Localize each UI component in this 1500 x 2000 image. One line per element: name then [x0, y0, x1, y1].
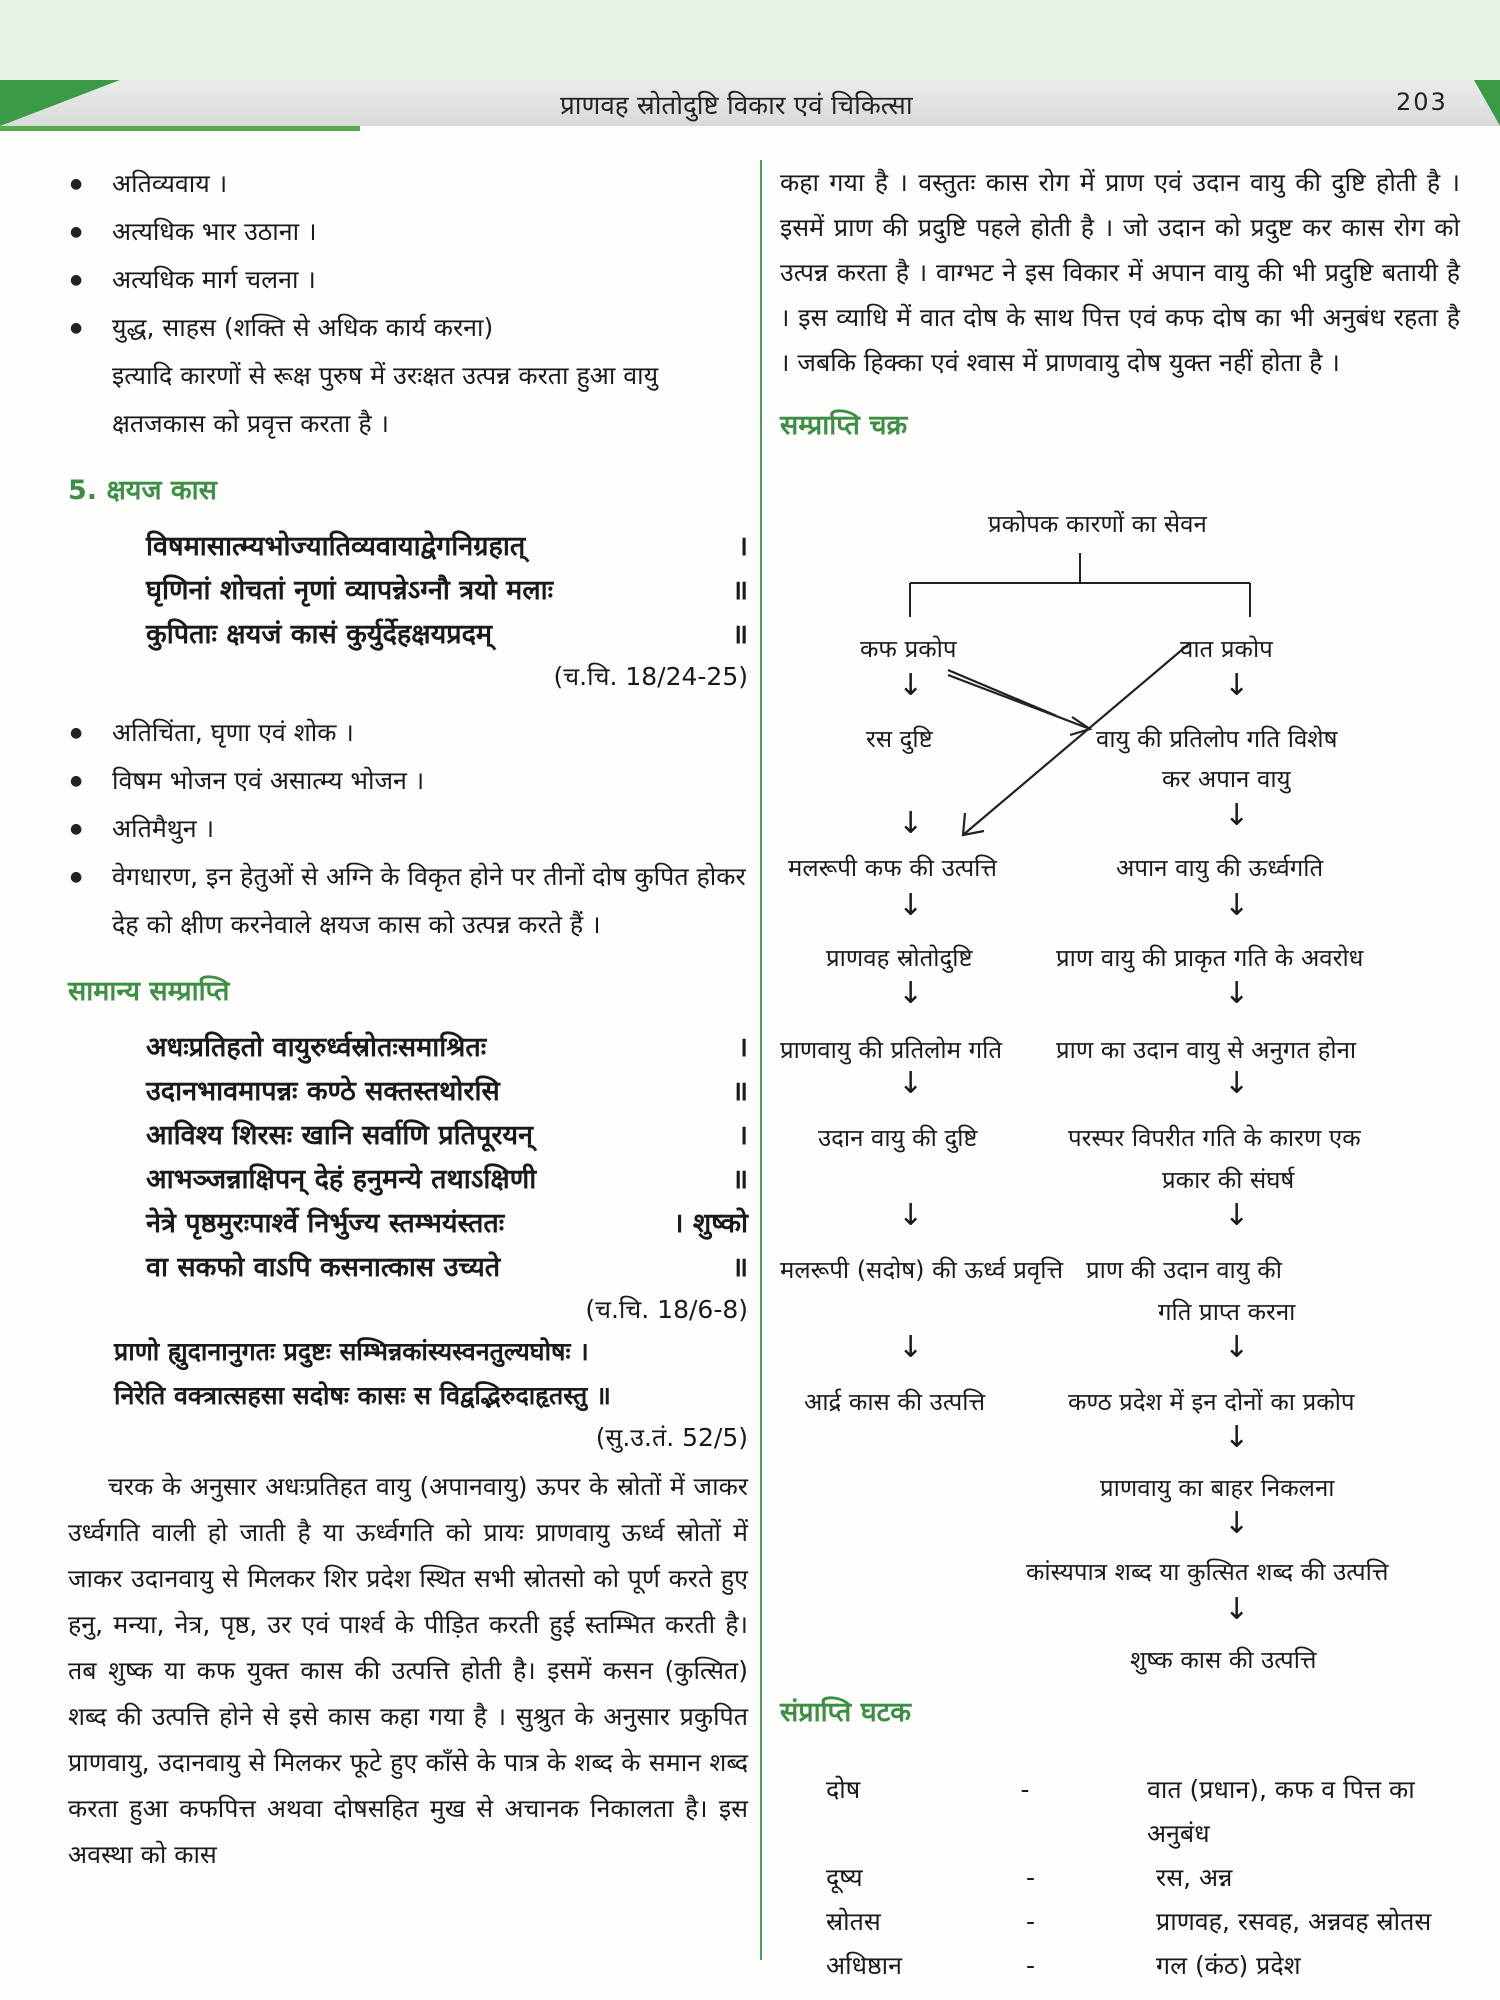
- arrow-down: ↓: [1224, 1506, 1250, 1541]
- section-heading-ghatak: संप्राप्ति घटक: [780, 1697, 912, 1728]
- table-row: दूष्य - रस, अन्न: [826, 1863, 1233, 1892]
- list-item: ● अत्यधिक मार्ग चलना ।: [68, 256, 748, 304]
- node-left: रस दुष्टि: [866, 725, 933, 753]
- node-right: कण्ठ प्रदेश में इन दोनों का प्रकोप: [1068, 1388, 1355, 1416]
- header-right-arrow: [1474, 80, 1500, 126]
- node-right: प्राण का उदान वायु से अनुगत होना: [1056, 1036, 1357, 1064]
- verse-line: आविश्य शिरसः खानि सर्वाणि प्रतिपूरयन् ।: [146, 1120, 748, 1151]
- table-row: अधिष्ठान - गल (कंठ) प्रदेश: [826, 1951, 1301, 1980]
- verse-reference: (सु.उ.तं. 52/5): [595, 1423, 748, 1452]
- arrow-down: ↓: [898, 806, 924, 841]
- node-right: वायु की प्रतिलोप गति विशेष: [1096, 725, 1338, 753]
- node-top: प्रकोपक कारणों का सेवन: [988, 510, 1207, 538]
- right-paragraph: कहा गया है । वस्तुतः कास रोग में प्राण एवं उदान वायु की दुष्टि होती है । इसमें प्राण की प्रदुष्टि पहले होती है । जो उदान को प्रदुष्ट कर कास रोग को उत्पन्न करता है । वाग्भट ने इस विकार में अपान वायु की भी प्रदुष्टि बतायी है । इस व्याधि में वात दोष के साथ पित्त एवं कफ दोष का भी अनुबंध रहता है । जबकि हिक्का एवं श्वास में प्राणवायु दोष युक्त नहीं होता है ।: [780, 168, 1460, 377]
- running-title: प्राणवह स्रोतोदुष्टि विकार एवं चिकित्सा: [560, 91, 913, 121]
- header-green-rule: [0, 126, 360, 131]
- left-column: [68, 160, 748, 1878]
- arrow-down: ↓: [898, 1330, 924, 1365]
- list-item: ● युद्ध, साहस (शक्ति से अधिक कार्य करना): [68, 304, 748, 352]
- verse-line: नेत्रे पृष्ठमुरःपार्श्वे निर्भुज्य स्तम्भयंस्ततः । शुष्को: [146, 1208, 748, 1239]
- verse-line: निरेति वक्त्रात्सहसा सदोषः कासः स विद्वद्भिरुदाहृतस्तु ॥: [114, 1381, 611, 1410]
- verse-line: आभञ्जन्नाक्षिपन् देहं हनुमन्ये तथाऽक्षिणी ॥: [146, 1164, 748, 1195]
- verse-line: अधःप्रतिहतो वायुरुर्ध्वस्रोतःसमाश्रितः ।: [146, 1032, 748, 1063]
- cause-list-2: [68, 709, 748, 949]
- verse-reference: (च.चि. 18/24-25): [553, 662, 748, 691]
- node-left: मलरूपी कफ की उत्पत्ति: [788, 854, 997, 882]
- verse-line: घृणिनां शोचतां नृणां व्यापन्नेऽग्नौ त्रयो मलाः ॥: [146, 575, 748, 606]
- arrow-down: ↓: [898, 1198, 924, 1233]
- table-row: दोष - वात (प्रधान), कफ व पित्त का अनुबंध: [826, 1775, 1415, 1848]
- node-right: कर अपान वायु: [1162, 765, 1291, 793]
- node-right: अपान वायु की ऊर्ध्वगति: [1116, 854, 1324, 882]
- node-left: मलरूपी (सदोष) की ऊर्ध्व प्रवृत्ति: [780, 1256, 1064, 1284]
- samprapti-chakra-diagram: [780, 495, 1480, 1675]
- table-row: स्रोतस - प्राणवह, रसवह, अन्नवह स्रोतस: [826, 1907, 1432, 1936]
- list-item: ● वेगधारण, इन हेतुओं से अग्नि के विकृत होने पर तीनों दोष कुपित होकर देह को क्षीण करनेवाले क्षयज कास को उत्पन्न करते हैं ।: [68, 853, 748, 949]
- diagram-cross-arrows: [780, 495, 1480, 895]
- arrow-down: ↓: [1224, 1592, 1250, 1627]
- node-right: वात प्रकोप: [1180, 635, 1273, 663]
- arrow-down: ↓: [1224, 1198, 1250, 1233]
- verse-line: विषमासात्म्यभोज्यातिव्यवायाद्वेगनिग्रहात् ।: [146, 531, 748, 562]
- list-item: ● अत्यधिक भार उठाना ।: [68, 208, 748, 256]
- arrow-down: ↓: [1224, 888, 1250, 923]
- node-right: प्राण वायु की प्राकृत गति के अवरोध: [1056, 944, 1364, 972]
- verse-reference: (च.चि. 18/6-8): [585, 1295, 748, 1324]
- node-right: परस्पर विपरीत गति के कारण एक: [1068, 1124, 1361, 1152]
- node-left: आर्द्र कास की उत्पत्ति: [804, 1388, 986, 1416]
- section-heading-chakra: सम्प्राप्ति चक्र: [780, 410, 908, 441]
- node-right: शुष्क कास की उत्पत्ति: [1130, 1646, 1317, 1674]
- arrow-down: ↓: [898, 976, 924, 1011]
- cause-list-1: [68, 160, 748, 352]
- left-paragraph: चरक के अनुसार अधःप्रतिहत वायु (अपानवायु) ऊपर के स्रोतों में जाकर उर्ध्वगति वाली हो जाती है या ऊर्ध्वगति को प्रायः प्राणवायु ऊर्ध्व स्रोतों में जाकर उदानवायु से मिलकर शिर प्रदेश स्थित सभी स्रोतसो को पूर्ण करते हुए हनु, मन्या, नेत्र, पृष्ठ, उर एवं पार्श्व के पीड़ित करती हुई स्तम्भित करती है। तब शुष्क या कफ युक्त कास की उत्पत्ति होती है। इसमें कसन (कुत्सित) शब्द की उत्पत्ति होने से इसे कास कहा गया है । सुश्रुत के अनुसार प्रकुपित प्राणवायु, उदानवायु से मिलकर फूटे हुए काँसे के पात्र के शब्द के समान शब्द करता हुआ कफपित्त अथवा दोषसहित मुख से अचानक निकालता है। इस अवस्था को कास: [68, 1472, 748, 1869]
- verse-samprapti: [68, 1026, 748, 1290]
- list-item: ● अतिचिंता, घृणा एवं शोक ।: [68, 709, 748, 757]
- verse-line: उदानभावमापन्नः कण्ठे सक्तस्तथोरसि ॥: [146, 1076, 748, 1107]
- node-left: कफ प्रकोप: [860, 635, 957, 663]
- verse-line: कुपिताः क्षयजं कासं कुर्युर्देहक्षयप्रदम् ॥: [146, 619, 748, 650]
- arrow-down: ↓: [1224, 1420, 1250, 1455]
- arrow-down: ↓: [1224, 1330, 1250, 1365]
- node-right: प्रकार की संघर्ष: [1162, 1166, 1295, 1194]
- arrow-down: ↓: [1224, 1066, 1250, 1101]
- verse-kshayaj: [68, 525, 748, 657]
- page-number: 203: [1396, 88, 1448, 116]
- cause-note: इत्यादि कारणों से रूक्ष पुरुष में उरःक्षत उत्पन्न करता हुआ वायु क्षतजकास को प्रवृत्त करता है ।: [112, 361, 659, 438]
- arrow-down: ↓: [898, 888, 924, 923]
- node-left: प्राणवह स्रोतोदुष्टि: [826, 944, 973, 972]
- node-right: प्राणवायु का बाहर निकलना: [1100, 1474, 1335, 1502]
- arrow-down: ↓: [1224, 798, 1250, 833]
- arrow-down: ↓: [898, 668, 924, 703]
- section-heading-kshayaj: 5. क्षयज कास: [68, 475, 217, 506]
- section-heading-samprapti: सामान्य सम्प्राप्ति: [68, 976, 230, 1007]
- arrow-down: ↓: [898, 1066, 924, 1101]
- right-column: [780, 160, 1460, 460]
- list-item: ● विषम भोजन एवं असात्म्य भोजन ।: [68, 757, 748, 805]
- verse-sushruta: [68, 1330, 748, 1418]
- verse-line: वा सकफो वाऽपि कसनात्कास उच्यते ॥: [146, 1252, 748, 1283]
- ghatak-table: [826, 1768, 1476, 1988]
- node-right: प्राण की उदान वायु की: [1086, 1256, 1282, 1284]
- arrow-down: ↓: [1224, 668, 1250, 703]
- node-left: प्राणवायु की प्रतिलोम गति: [780, 1036, 1003, 1064]
- list-item: ● अतिव्यवाय ।: [68, 160, 748, 208]
- column-divider: [760, 160, 762, 1960]
- verse-line: प्राणो ह्युदानानुगतः प्रदुष्टः सम्भिन्नकांस्यस्वनतुल्यघोषः ।: [114, 1337, 589, 1366]
- node-left: उदान वायु की दुष्टि: [818, 1124, 978, 1152]
- node-right: कांस्यपात्र शब्द या कुत्सित शब्द की उत्पत्ति: [1026, 1558, 1389, 1586]
- arrow-down: ↓: [1224, 976, 1250, 1011]
- node-right: गति प्राप्त करना: [1158, 1298, 1296, 1326]
- header-green-corner: [0, 80, 120, 126]
- list-item: ● अतिमैथुन ।: [68, 805, 748, 853]
